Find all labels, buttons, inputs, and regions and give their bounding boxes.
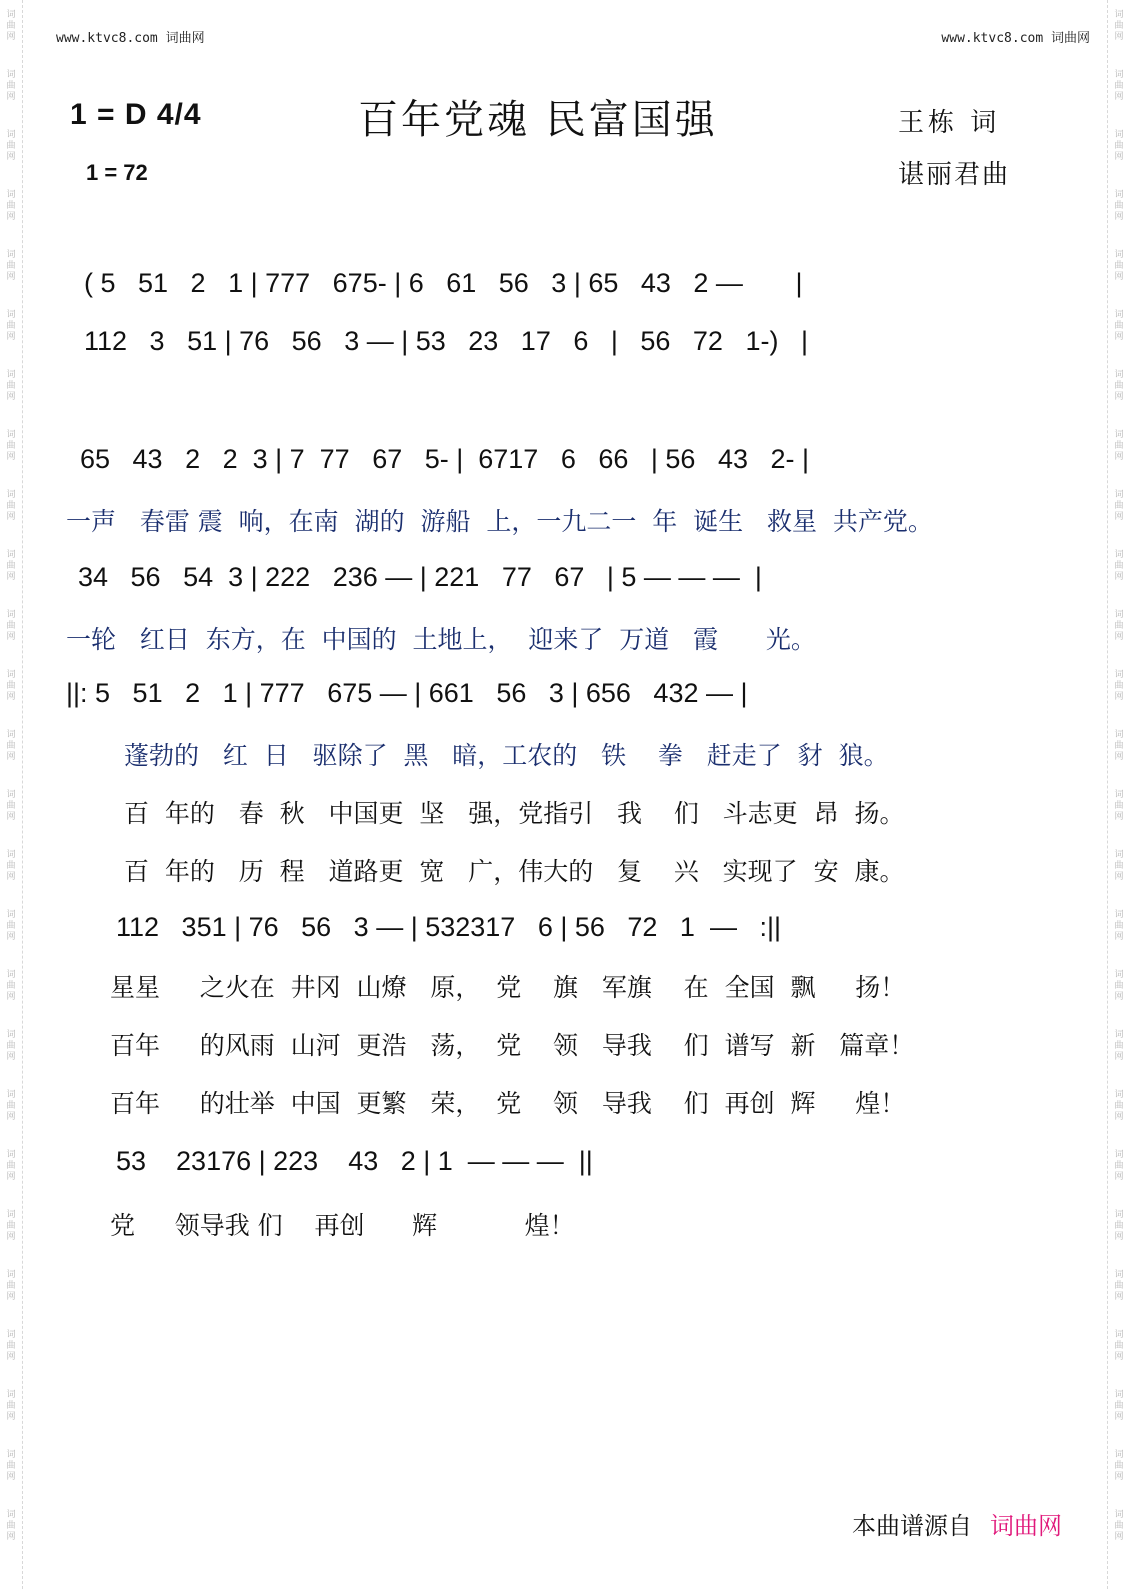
margin-watermark-char: 词 bbox=[6, 190, 16, 200]
margin-watermark-char: 词 bbox=[6, 610, 16, 620]
margin-watermark-char: 网 bbox=[1114, 212, 1124, 222]
margin-watermark-char: 曲 bbox=[6, 1221, 16, 1231]
margin-watermark-char: 网 bbox=[1114, 872, 1124, 882]
margin-watermark-char: 网 bbox=[1114, 932, 1124, 942]
footer-source-site-link[interactable]: 词曲网 bbox=[990, 1512, 1062, 1540]
margin-watermark-char: 曲 bbox=[6, 741, 16, 751]
coda-notation-line: 53 23176 | 223 43 2 | 1 — — — || bbox=[116, 1146, 593, 1176]
margin-watermark-char: 词 bbox=[1114, 1030, 1124, 1040]
margin-watermark-char: 网 bbox=[1114, 452, 1124, 462]
margin-watermark-char: 网 bbox=[1114, 1112, 1124, 1122]
margin-watermark-char: 网 bbox=[6, 332, 16, 342]
margin-watermark-char: 词 bbox=[1114, 1090, 1124, 1100]
margin-watermark-char: 网 bbox=[6, 572, 16, 582]
margin-watermark-char: 曲 bbox=[1114, 1521, 1124, 1531]
margin-watermark-char: 网 bbox=[1114, 1472, 1124, 1482]
margin-watermark-char: 词 bbox=[1114, 550, 1124, 560]
margin-watermark-char: 网 bbox=[6, 212, 16, 222]
margin-watermark-char: 网 bbox=[6, 812, 16, 822]
intro-notation-line-2: 112 3 51 | 76 56 3 — | 53 23 17 6 | 56 72 1-) | bbox=[84, 326, 808, 356]
tempo-marking: 1 = 72 bbox=[86, 160, 148, 185]
verse-lyrics-line-2: 一轮 红日 东方，在 中国的 土地上， 迎来了 万道 霞 光。 bbox=[66, 625, 816, 654]
margin-watermark-char: 网 bbox=[6, 752, 16, 762]
margin-watermark-char: 曲 bbox=[1114, 81, 1124, 91]
margin-watermark-char: 词 bbox=[1114, 190, 1124, 200]
margin-watermark-char: 网 bbox=[6, 1232, 16, 1242]
margin-watermark-char: 曲 bbox=[6, 321, 16, 331]
margin-watermark-char: 曲 bbox=[1114, 801, 1124, 811]
margin-watermark-char: 曲 bbox=[6, 1041, 16, 1051]
margin-watermark-char: 曲 bbox=[6, 1341, 16, 1351]
margin-watermark-char: 词 bbox=[1114, 130, 1124, 140]
margin-watermark-char: 曲 bbox=[1114, 141, 1124, 151]
margin-watermark-char: 词 bbox=[1114, 250, 1124, 260]
margin-watermark-char: 词 bbox=[6, 490, 16, 500]
margin-watermark-char: 曲 bbox=[1114, 321, 1124, 331]
margin-watermark-char: 网 bbox=[6, 992, 16, 1002]
chorus-notation-line-2: 112 351 | 76 56 3 — | 532317 6 | 56 72 1 — :|| bbox=[116, 912, 781, 942]
margin-watermark-char: 网 bbox=[1114, 512, 1124, 522]
margin-watermark-char: 曲 bbox=[6, 921, 16, 931]
margin-watermark-char: 网 bbox=[1114, 92, 1124, 102]
margin-watermark-char: 网 bbox=[1114, 152, 1124, 162]
right-watermark-margin bbox=[1107, 0, 1130, 1589]
footer-source-label: 本曲谱源自 bbox=[852, 1512, 972, 1540]
margin-watermark-char: 词 bbox=[6, 70, 16, 80]
verse-notation-line-2: 34 56 54 3 | 222 236 — | 221 77 67 | 5 — — — | bbox=[78, 562, 762, 592]
margin-watermark-char: 曲 bbox=[6, 21, 16, 31]
margin-watermark-char: 曲 bbox=[6, 681, 16, 691]
margin-watermark-char: 曲 bbox=[6, 621, 16, 631]
margin-watermark-char: 曲 bbox=[1114, 561, 1124, 571]
margin-watermark-char: 曲 bbox=[1114, 1461, 1124, 1471]
margin-watermark-char: 词 bbox=[6, 430, 16, 440]
margin-watermark-char: 词 bbox=[1114, 1150, 1124, 1160]
refrain-lyrics-verse-1: 星星 之火在 井冈 山燎 原， 党 旗 军旗 在 全国 飘 扬！ bbox=[110, 973, 906, 1002]
margin-watermark-char: 网 bbox=[1114, 332, 1124, 342]
margin-watermark-char: 网 bbox=[1114, 1232, 1124, 1242]
margin-watermark-char: 曲 bbox=[6, 1101, 16, 1111]
margin-watermark-char: 词 bbox=[1114, 1390, 1124, 1400]
chorus-lyrics-verse-1: 蓬勃的 红 日 驱除了 黑 暗，工农的 铁 拳 赶走了 豺 狼。 bbox=[124, 741, 889, 770]
margin-watermark-char: 曲 bbox=[6, 1281, 16, 1291]
margin-watermark-char: 词 bbox=[1114, 670, 1124, 680]
margin-watermark-char: 网 bbox=[1114, 1352, 1124, 1362]
margin-watermark-char: 词 bbox=[1114, 430, 1124, 440]
margin-watermark-char: 词 bbox=[6, 1270, 16, 1280]
margin-watermark-char: 词 bbox=[1114, 850, 1124, 860]
margin-watermark-char: 网 bbox=[6, 92, 16, 102]
margin-watermark-char: 词 bbox=[6, 1390, 16, 1400]
site-url-right[interactable]: www.ktvc8.com 词曲网 bbox=[941, 31, 1090, 46]
margin-watermark-char: 词 bbox=[1114, 370, 1124, 380]
margin-watermark-char: 网 bbox=[1114, 992, 1124, 1002]
margin-watermark-char: 词 bbox=[6, 1510, 16, 1520]
margin-watermark-char: 词 bbox=[1114, 310, 1124, 320]
margin-watermark-char: 曲 bbox=[1114, 921, 1124, 931]
margin-watermark-char: 网 bbox=[6, 1412, 16, 1422]
refrain-lyrics-verse-3: 百年 的壮举 中国 更繁 荣， 党 领 导我 们 再创 辉 煌！ bbox=[110, 1089, 906, 1118]
margin-watermark-char: 曲 bbox=[1114, 1401, 1124, 1411]
margin-watermark-char: 网 bbox=[6, 932, 16, 942]
margin-watermark-char: 曲 bbox=[6, 81, 16, 91]
margin-watermark-char: 词 bbox=[6, 1450, 16, 1460]
margin-watermark-char: 网 bbox=[6, 32, 16, 42]
margin-watermark-char: 词 bbox=[6, 1330, 16, 1340]
margin-watermark-char: 网 bbox=[1114, 1532, 1124, 1542]
margin-watermark-char: 曲 bbox=[1114, 741, 1124, 751]
margin-watermark-char: 网 bbox=[1114, 1172, 1124, 1182]
margin-watermark-char: 词 bbox=[6, 790, 16, 800]
margin-watermark-char: 词 bbox=[6, 730, 16, 740]
margin-watermark-char: 曲 bbox=[6, 1161, 16, 1171]
margin-watermark-char: 网 bbox=[6, 632, 16, 642]
margin-watermark-char: 曲 bbox=[1114, 861, 1124, 871]
margin-watermark-char: 网 bbox=[6, 392, 16, 402]
margin-watermark-char: 曲 bbox=[6, 1521, 16, 1531]
margin-watermark-char: 曲 bbox=[6, 801, 16, 811]
margin-watermark-char: 网 bbox=[1114, 752, 1124, 762]
margin-watermark-char: 词 bbox=[6, 250, 16, 260]
margin-watermark-char: 网 bbox=[6, 692, 16, 702]
margin-watermark-char: 词 bbox=[1114, 1270, 1124, 1280]
margin-watermark-char: 词 bbox=[6, 670, 16, 680]
margin-watermark-char: 曲 bbox=[6, 441, 16, 451]
margin-watermark-char: 曲 bbox=[6, 861, 16, 871]
margin-watermark-char: 网 bbox=[6, 872, 16, 882]
margin-watermark-char: 词 bbox=[1114, 490, 1124, 500]
margin-watermark-char: 词 bbox=[1114, 1330, 1124, 1340]
margin-watermark-char: 曲 bbox=[1114, 381, 1124, 391]
margin-watermark-char: 词 bbox=[1114, 730, 1124, 740]
margin-watermark-char: 网 bbox=[1114, 692, 1124, 702]
margin-watermark-char: 曲 bbox=[6, 141, 16, 151]
margin-watermark-char: 网 bbox=[6, 1292, 16, 1302]
margin-watermark-char: 词 bbox=[6, 850, 16, 860]
margin-watermark-char: 曲 bbox=[1114, 1281, 1124, 1291]
margin-watermark-char: 词 bbox=[6, 1150, 16, 1160]
margin-watermark-char: 词 bbox=[6, 1030, 16, 1040]
margin-watermark-char: 曲 bbox=[6, 1401, 16, 1411]
margin-watermark-char: 曲 bbox=[1114, 1101, 1124, 1111]
margin-watermark-char: 词 bbox=[1114, 1450, 1124, 1460]
margin-watermark-char: 网 bbox=[6, 1352, 16, 1362]
margin-watermark-char: 网 bbox=[6, 452, 16, 462]
margin-watermark-char: 曲 bbox=[1114, 501, 1124, 511]
margin-watermark-char: 词 bbox=[1114, 70, 1124, 80]
margin-watermark-char: 曲 bbox=[1114, 981, 1124, 991]
margin-watermark-char: 词 bbox=[1114, 910, 1124, 920]
chorus-lyrics-verse-3: 百 年的 历 程 道路更 宽 广，伟大的 复 兴 实现了 安 康。 bbox=[124, 857, 905, 886]
coda-lyrics-line: 党 领导我 们 再创 辉 煌！ bbox=[110, 1211, 575, 1240]
margin-watermark-char: 曲 bbox=[1114, 1161, 1124, 1171]
margin-watermark-char: 词 bbox=[1114, 970, 1124, 980]
margin-watermark-char: 网 bbox=[1114, 1412, 1124, 1422]
margin-watermark-char: 词 bbox=[6, 10, 16, 20]
margin-watermark-char: 曲 bbox=[6, 201, 16, 211]
margin-watermark-char: 网 bbox=[1114, 1292, 1124, 1302]
margin-watermark-char: 网 bbox=[6, 152, 16, 162]
margin-watermark-char: 词 bbox=[6, 310, 16, 320]
margin-watermark-char: 曲 bbox=[1114, 1041, 1124, 1051]
margin-watermark-char: 网 bbox=[6, 1112, 16, 1122]
margin-watermark-char: 词 bbox=[6, 1090, 16, 1100]
margin-watermark-char: 网 bbox=[6, 1172, 16, 1182]
chorus-notation-line-1: ||: 5 51 2 1 | 777 675 — | 661 56 3 | 656 432 — | bbox=[66, 678, 748, 708]
margin-watermark-char: 词 bbox=[1114, 1510, 1124, 1520]
margin-watermark-char: 词 bbox=[1114, 10, 1124, 20]
margin-watermark-char: 曲 bbox=[1114, 21, 1124, 31]
margin-watermark-char: 曲 bbox=[1114, 621, 1124, 631]
margin-watermark-char: 词 bbox=[6, 550, 16, 560]
site-url-left[interactable]: www.ktvc8.com 词曲网 bbox=[56, 31, 205, 46]
margin-watermark-char: 曲 bbox=[6, 381, 16, 391]
margin-watermark-char: 曲 bbox=[1114, 1341, 1124, 1351]
margin-watermark-char: 词 bbox=[1114, 1210, 1124, 1220]
margin-watermark-char: 曲 bbox=[1114, 441, 1124, 451]
margin-watermark-char: 网 bbox=[6, 272, 16, 282]
key-signature: 1 = D 4/4 bbox=[70, 98, 202, 131]
margin-watermark-char: 词 bbox=[6, 1210, 16, 1220]
margin-watermark-char: 网 bbox=[1114, 1052, 1124, 1062]
margin-watermark-char: 网 bbox=[1114, 812, 1124, 822]
margin-watermark-char: 曲 bbox=[1114, 681, 1124, 691]
margin-watermark-char: 曲 bbox=[1114, 261, 1124, 271]
song-title: 百年党魂 民富国强 bbox=[358, 97, 718, 143]
margin-watermark-char: 曲 bbox=[6, 261, 16, 271]
margin-watermark-char: 网 bbox=[1114, 632, 1124, 642]
margin-watermark-char: 词 bbox=[1114, 610, 1124, 620]
left-watermark-margin bbox=[0, 0, 23, 1589]
margin-watermark-char: 曲 bbox=[6, 501, 16, 511]
chorus-lyrics-verse-2: 百 年的 春 秋 中国更 坚 强，党指引 我 们 斗志更 昂 扬。 bbox=[124, 799, 905, 828]
margin-watermark-char: 网 bbox=[6, 512, 16, 522]
margin-watermark-char: 词 bbox=[6, 130, 16, 140]
margin-watermark-char: 曲 bbox=[1114, 1221, 1124, 1231]
margin-watermark-char: 曲 bbox=[6, 981, 16, 991]
margin-watermark-char: 词 bbox=[6, 910, 16, 920]
margin-watermark-char: 网 bbox=[6, 1532, 16, 1542]
margin-watermark-char: 网 bbox=[6, 1052, 16, 1062]
margin-watermark-char: 网 bbox=[1114, 572, 1124, 582]
margin-watermark-char: 网 bbox=[1114, 272, 1124, 282]
margin-watermark-char: 网 bbox=[1114, 392, 1124, 402]
margin-watermark-char: 词 bbox=[6, 370, 16, 380]
intro-notation-line-1: ( 5 51 2 1 | 777 675- | 6 61 56 3 | 65 43 2 — | bbox=[84, 268, 803, 298]
verse-notation-line-1: 65 43 2 2 3 | 7 77 67 5- | 6717 6 66 | 56 43 2- | bbox=[80, 444, 809, 474]
margin-watermark-char: 曲 bbox=[6, 1461, 16, 1471]
verse-lyrics-line-1: 一声 春雷 震 响，在南 湖的 游船 上，一九二一 年 诞生 救星 共产党。 bbox=[66, 507, 933, 536]
refrain-lyrics-verse-2: 百年 的风雨 山河 更浩 荡， 党 领 导我 们 谱写 新 篇章！ bbox=[110, 1031, 915, 1060]
margin-watermark-char: 词 bbox=[1114, 790, 1124, 800]
margin-watermark-char: 网 bbox=[6, 1472, 16, 1482]
margin-watermark-char: 曲 bbox=[6, 561, 16, 571]
lyricist-credit: 王栋 词 bbox=[898, 108, 1001, 138]
margin-watermark-char: 网 bbox=[1114, 32, 1124, 42]
margin-watermark-char: 曲 bbox=[1114, 201, 1124, 211]
margin-watermark-char: 词 bbox=[6, 970, 16, 980]
composer-credit: 谌丽君曲 bbox=[898, 160, 1011, 190]
